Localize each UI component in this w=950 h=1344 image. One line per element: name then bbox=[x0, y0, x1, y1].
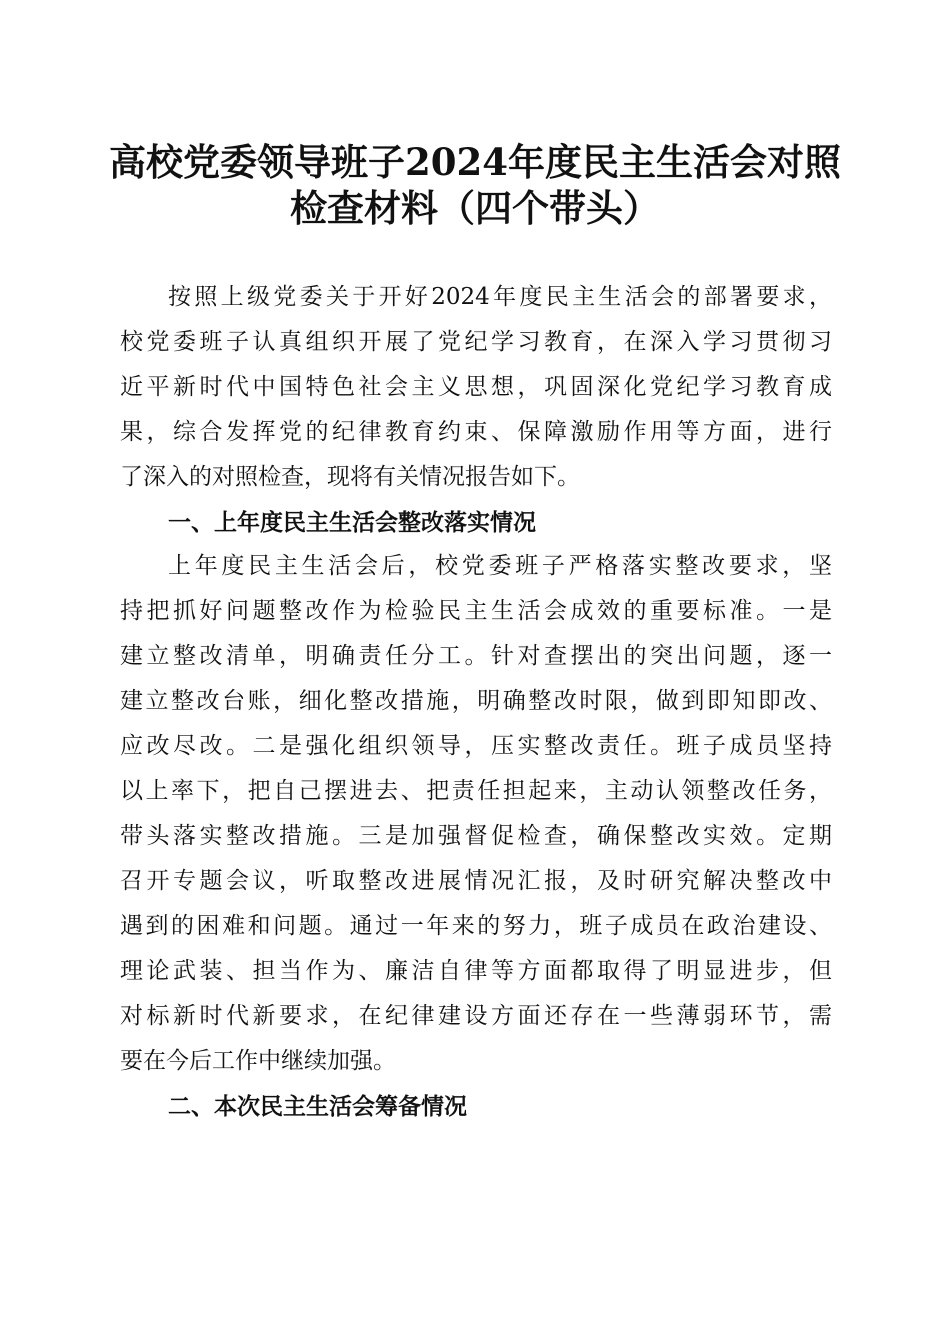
section-1-paragraph-line: 建立整改台账，细化整改措施，明确整改时限，做到即知即改、 bbox=[120, 688, 832, 714]
section-1-paragraph-line: 带头落实整改措施。三是加强督促检查，确保整改实效。定期 bbox=[120, 823, 832, 849]
document-title-line-1: 高校党委领导班子2024年度民主生活会对照 bbox=[109, 140, 841, 184]
section-1-paragraph-line: 应改尽改。二是强化组织领导，压实整改责任。班子成员坚持 bbox=[120, 733, 832, 759]
intro-paragraph-line: 近平新时代中国特色社会主义思想，巩固深化党纪学习教育成 bbox=[120, 374, 832, 400]
section-1-paragraph-line: 上年度民主生活会后，校党委班子严格落实整改要求，坚 bbox=[168, 553, 832, 579]
section-1-paragraph-line: 以上率下，把自己摆进去、把责任担起来，主动认领整改任务， bbox=[120, 778, 832, 804]
section-1-paragraph-line: 持把抓好问题整改作为检验民主生活会成效的重要标准。一是 bbox=[120, 598, 832, 624]
section-1-paragraph-line: 遇到的困难和问题。通过一年来的努力，班子成员在政治建设、 bbox=[120, 913, 832, 939]
section-2-heading: 二、本次民主生活会筹备情况 bbox=[168, 1094, 467, 1120]
document-title-line-2: 检查材料（四个带头） bbox=[290, 186, 660, 230]
section-1-paragraph-line: 对标新时代新要求，在纪律建设方面还存在一些薄弱环节，需 bbox=[120, 1003, 832, 1029]
section-1-paragraph-line: 要在今后工作中继续加强。 bbox=[120, 1048, 396, 1074]
section-1-paragraph-line: 理论武装、担当作为、廉洁自律等方面都取得了明显进步，但 bbox=[120, 958, 832, 984]
intro-paragraph-line: 了深入的对照检查，现将有关情况报告如下。 bbox=[120, 464, 580, 490]
section-1-heading: 一、上年度民主生活会整改落实情况 bbox=[168, 510, 536, 536]
intro-paragraph-line: 按照上级党委关于开好2024年度民主生活会的部署要求， bbox=[168, 284, 832, 310]
section-1-paragraph-line: 建立整改清单，明确责任分工。针对查摆出的突出问题，逐一 bbox=[120, 643, 832, 669]
intro-paragraph-line: 果，综合发挥党的纪律教育约束、保障激励作用等方面，进行 bbox=[120, 419, 832, 445]
section-1-paragraph-line: 召开专题会议，听取整改进展情况汇报，及时研究解决整改中 bbox=[120, 868, 832, 894]
intro-paragraph-line: 校党委班子认真组织开展了党纪学习教育，在深入学习贯彻习 bbox=[120, 329, 832, 355]
